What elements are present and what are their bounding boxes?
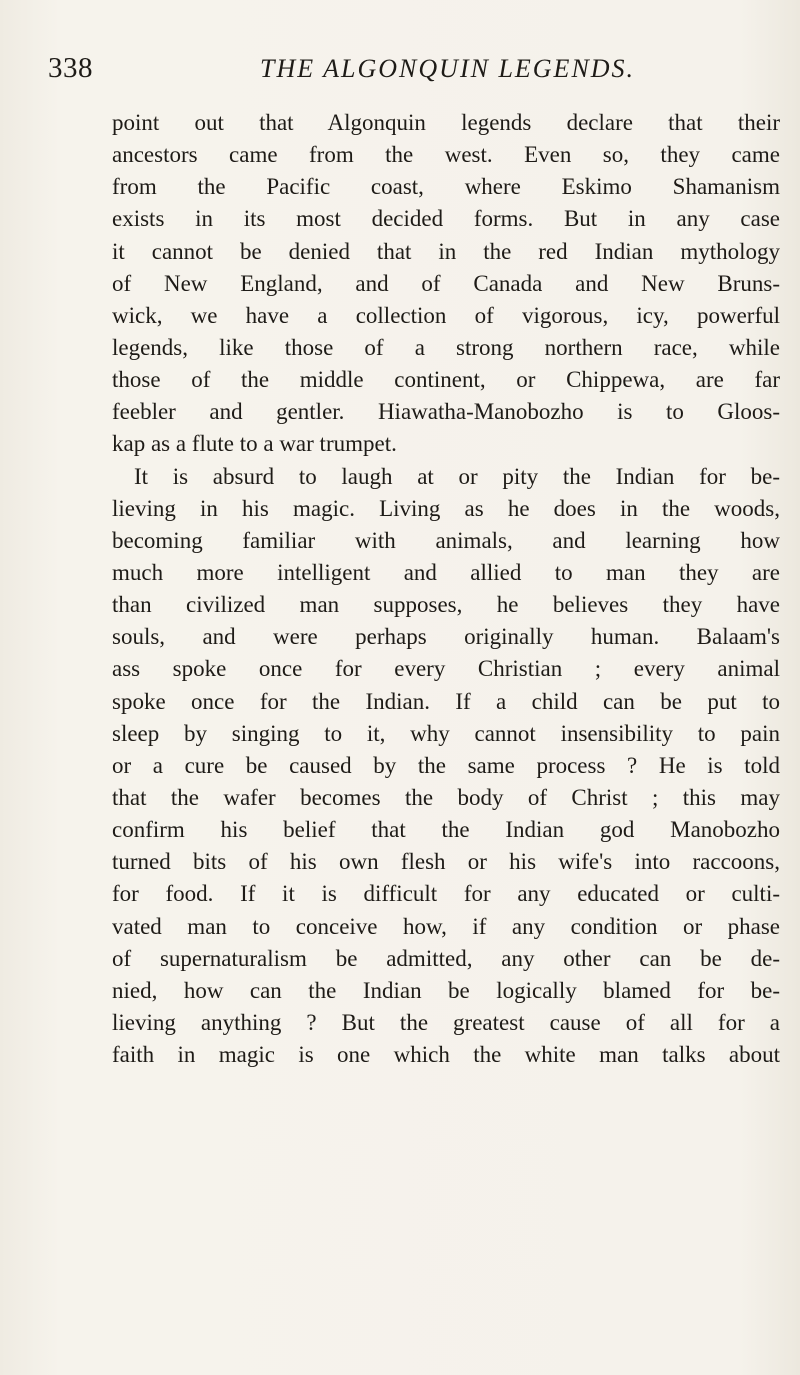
text-line: It is absurd to laugh at or pity the Indian for be- <box>134 463 780 489</box>
text-line: kap as a flute to a war trumpet. <box>112 431 397 457</box>
text-line: lieving anything ? But the greatest cause of all for a <box>112 1009 780 1035</box>
page-number: 338 <box>48 52 93 84</box>
text-line: faith in magic is one which the white man talks about <box>112 1042 780 1068</box>
text-line: for food. If it is difficult for any educated or culti- <box>112 881 780 907</box>
text-line: spoke once for the Indian. If a child can be put to <box>112 688 780 714</box>
text-line: confirm his belief that the Indian god Manobozho <box>112 817 780 843</box>
running-title: THE ALGONQUIN LEGENDS. <box>260 54 636 83</box>
text-line: nied, how can the Indian be logically blamed for be- <box>112 977 780 1003</box>
text-line: wick, we have a collection of vigorous, icy, powerful <box>112 302 780 328</box>
text-line: much more intelligent and allied to man they are <box>112 559 780 585</box>
text-line: ancestors came from the west. Even so, they came <box>112 142 780 168</box>
text-line: becoming familiar with animals, and learning how <box>112 527 780 553</box>
text-line: legends, like those of a strong northern race, while <box>112 334 780 360</box>
text-line: that the wafer becomes the body of Christ ; this may <box>112 784 780 810</box>
text-line: it cannot be denied that in the red Indian mythology <box>112 238 780 264</box>
text-line: those of the middle continent, or Chippewa, are far <box>112 367 780 393</box>
text-line: or a cure be caused by the same process ? He is told <box>112 752 780 778</box>
text-line: from the Pacific coast, where Eskimo Shamanism <box>112 174 780 200</box>
body-text <box>112 107 780 1071</box>
text-line: souls, and were perhaps originally human. Balaam's <box>112 624 780 650</box>
text-line: sleep by singing to it, why cannot insensibility to pain <box>112 720 780 746</box>
text-line: ass spoke once for every Christian ; every animal <box>112 656 780 682</box>
text-line: lieving in his magic. Living as he does in the woods, <box>112 495 780 521</box>
text-line: of New England, and of Canada and New Bruns- <box>112 270 780 296</box>
running-head <box>48 52 760 92</box>
text-line: than civilized man supposes, he believes they have <box>112 592 780 618</box>
text-line: of supernaturalism be admitted, any other can be de- <box>112 945 780 971</box>
text-line: vated man to conceive how, if any condition or phase <box>112 913 780 939</box>
text-line: point out that Algonquin legends declare that their <box>112 110 780 135</box>
text-line: exists in its most decided forms. But in any case <box>112 206 780 232</box>
text-line: turned bits of his own flesh or his wife's into raccoons, <box>112 849 780 875</box>
text-line: feebler and gentler. Hiawatha-Manobozho is to Gloos- <box>112 399 780 425</box>
